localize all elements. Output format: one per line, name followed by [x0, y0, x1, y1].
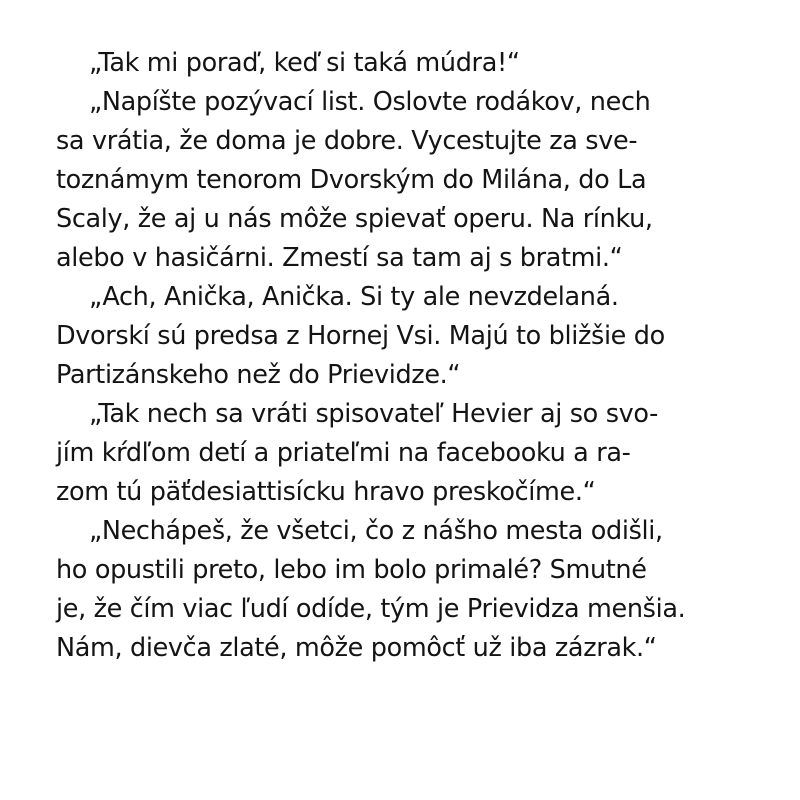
- text-line: „Nechápeš, že všetci, čo z nášho mesta odišli,: [89, 516, 663, 546]
- text-line: jím kŕdľom detí a priateľmi na facebooku a ra-: [56, 438, 631, 468]
- text-line: ho opustili preto, lebo im bolo primalé? Smutné: [56, 555, 647, 585]
- text-line: „Tak mi poraď, keď si taká múdra!“: [89, 48, 520, 78]
- text-line: Partizánskeho než do Prievidze.“: [56, 360, 461, 390]
- text-line: Dvorskí sú predsa z Hornej Vsi. Majú to bližšie do: [56, 321, 665, 351]
- text-line: sa vrátia, že doma je dobre. Vycestujte za sve-: [56, 126, 638, 156]
- text-line: „Ach, Anička, Anička. Si ty ale nevzdelaná.: [89, 282, 619, 312]
- text-line: je, že čím viac ľudí odíde, tým je Prievidza menšia.: [56, 594, 686, 624]
- dialogue-text-block: [56, 44, 760, 668]
- text-line: „Tak nech sa vráti spisovateľ Hevier aj so svo-: [89, 399, 658, 429]
- text-line: toznámym tenorom Dvorským do Milána, do La: [56, 165, 647, 195]
- text-line: Scaly, že aj u nás môže spievať operu. Na rínku,: [56, 204, 653, 234]
- text-line: Nám, dievča zlaté, môže pomôcť už iba zázrak.“: [56, 633, 657, 663]
- text-line: zom tú päťdesiattisícku hravo preskočíme.“: [56, 477, 596, 507]
- text-line: „Napíšte pozývací list. Oslovte rodákov, nech: [89, 87, 651, 117]
- text-line: alebo v hasičárni. Zmestí sa tam aj s bratmi.“: [56, 243, 623, 273]
